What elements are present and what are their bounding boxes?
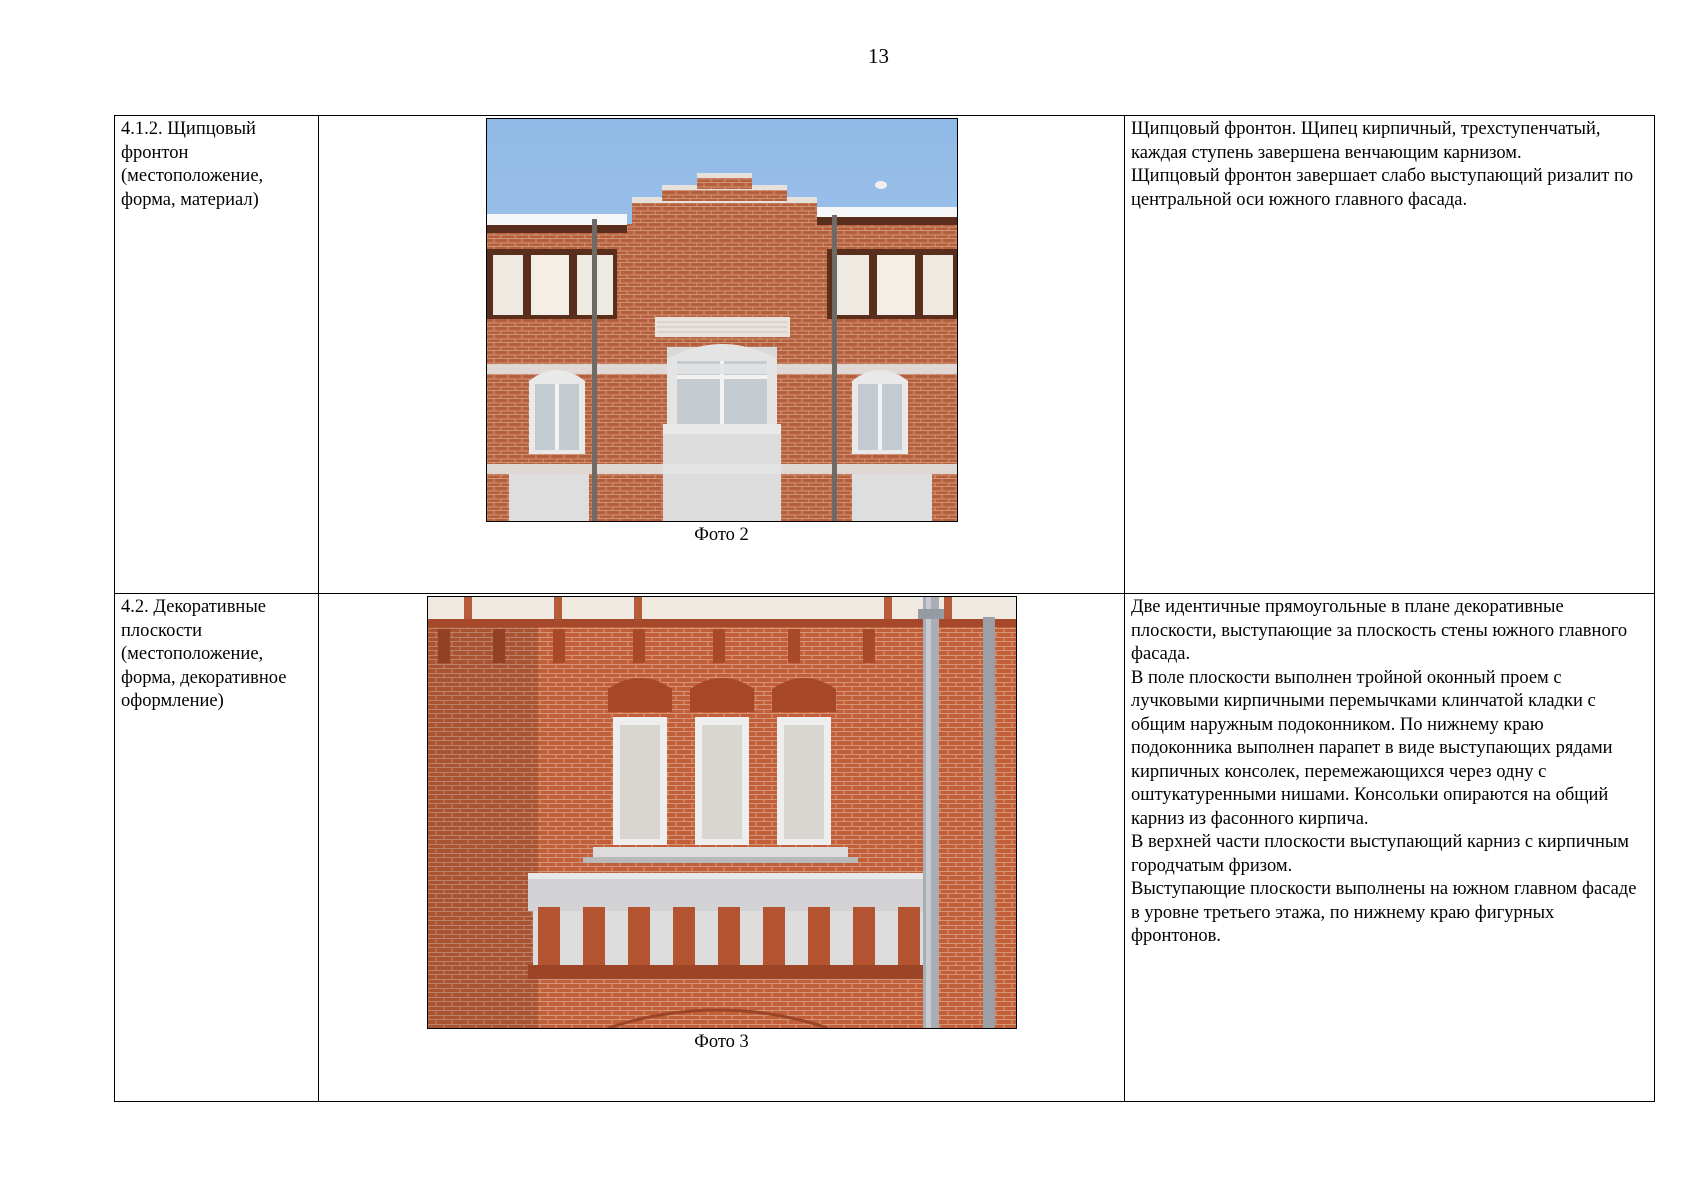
description-paragraph: Щипцовый фронтон завершает слабо выступающий ризалит по центральной оси южного главного фасада.: [1131, 166, 1634, 210]
photo-caption: Фото 3: [694, 1032, 749, 1052]
row-description: [1125, 594, 1655, 1102]
table-row: [115, 116, 1655, 594]
photo-gable-pediment: [486, 118, 958, 522]
page-number: 13: [868, 44, 889, 68]
photo-cell: [319, 116, 1125, 594]
table-row: [115, 594, 1655, 1102]
row-label: 4.2. Декоративные плоскости (местоположение, форма, декоративное оформление): [115, 594, 319, 1102]
description-paragraph: Щипцовый фронтон. Щипец кирпичный, трехступенчатый, каждая ступень завершена венчающим карнизом.: [1131, 119, 1601, 163]
photo-decorative-planes: [427, 596, 1017, 1029]
photo-cell: [319, 594, 1125, 1102]
row-description: [1125, 116, 1655, 594]
photo-caption: Фото 2: [694, 525, 749, 545]
row-label: 4.1.2. Щипцовый фронтон (местоположение, форма, материал): [115, 116, 319, 594]
description-paragraph: В поле плоскости выполнен тройной оконный проем с лучковыми кирпичными перемычками клинчатой кладки с общим наружным подоконником. По нижнему краю подоконника выполнен парапет в виде выступающих рядами кирпичных консолек, перемежающихся через одну с оштукатуренными нишами. Консольки опираются на общий карниз из фасонного кирпича.: [1131, 667, 1613, 829]
passport-table: [114, 115, 1655, 1102]
description-paragraph: Выступающие плоскости выполнены на южном главном фасаде в уровне третьего этажа, по нижнему краю фигурных фронтонов.: [1131, 879, 1637, 946]
description-paragraph: Две идентичные прямоугольные в плане декоративные плоскости, выступающие за плоскость стены южного главного фасада.: [1131, 597, 1628, 664]
description-paragraph: В верхней части плоскости выступающий карниз с кирпичным городчатым фризом.: [1131, 832, 1630, 876]
